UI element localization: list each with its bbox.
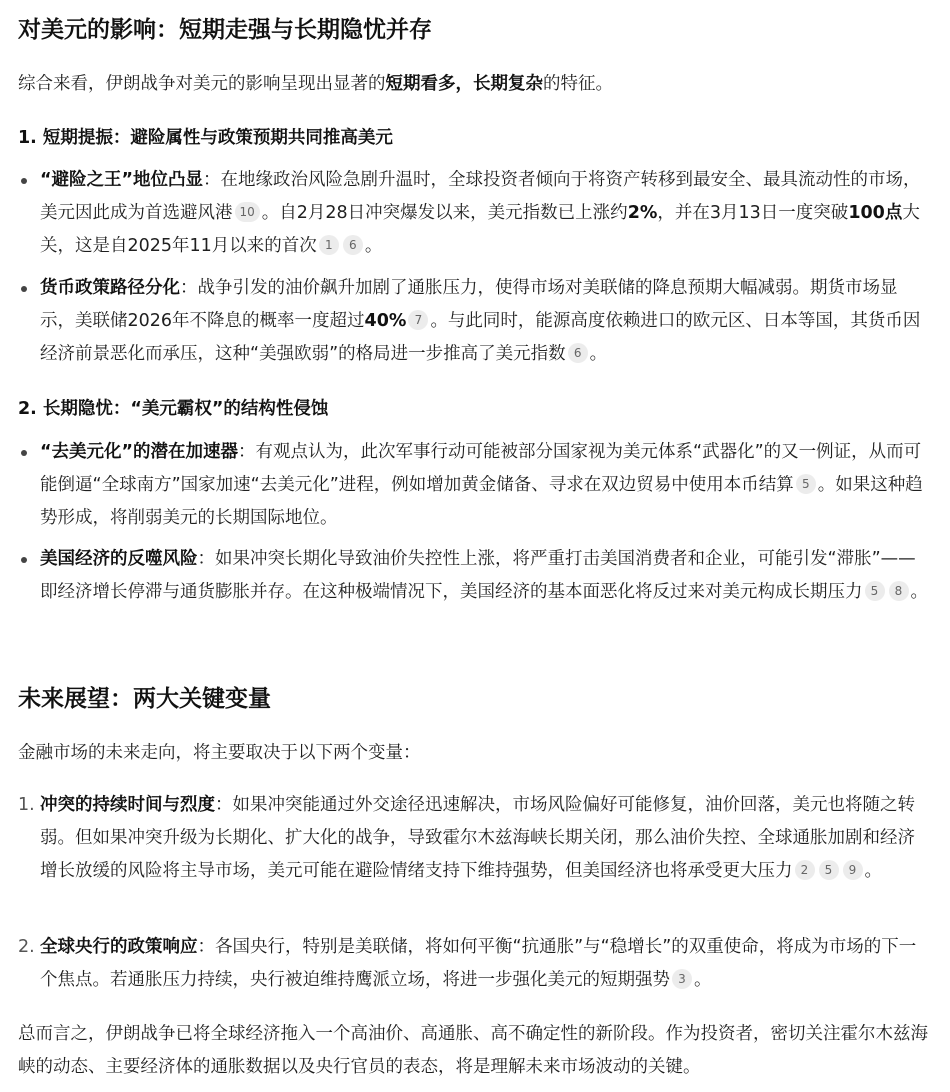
section-heading-dollar-impact: 对美元的影响：短期走强与长期隐忧并存 [18, 17, 432, 43]
citation-badge[interactable]: 7 [408, 310, 428, 330]
citation-badge[interactable]: 10 [235, 202, 260, 222]
section-heading-outlook: 未来展望：两大关键变量 [18, 686, 271, 712]
section-intro: 综合来看，伊朗战争对美元的影响呈现出显著的短期看多，长期复杂的特征。 [18, 74, 613, 94]
list-item: 美国经济的反噬风险：如果冲突长期化导致油价失控性上涨，将严重打击美国消费者和企业，可能引发“滞胀”——即经济增长停滞与通货膨胀并存。在这种极端情况下，美国经济的基本面恶化将反过来对美元构成长期压力 5 8 。 [40, 549, 928, 602]
citation-badge[interactable]: 3 [672, 969, 692, 989]
citation-badge[interactable]: 5 [796, 474, 816, 494]
citation-badge[interactable]: 5 [819, 860, 839, 880]
list-item: 货币政策路径分化：战争引发的油价飙升加剧了通胀压力，使得市场对美联储的降息预期大幅减弱。期货市场显示，美联储2026年不降息的概率一度超过40% 7 。与此同时，能源高度依赖进口的欧元区、日本等国，其货币因经济前景恶化而承压，这种“美强欧弱”的格局进一步推高了美元指数 6 。 [40, 278, 921, 364]
subheading-long-term: 2. 长期隐忧：“美元霸权”的结构性侵蚀 [18, 399, 329, 419]
citation-badge[interactable]: 2 [795, 860, 815, 880]
citation-badge[interactable]: 6 [343, 235, 363, 255]
list-item: “避险之王”地位凸显：在地缘政治风险急剧升温时，全球投资者倾向于将资产转移到最安全、最具流动性的市场，美元因此成为首选避风港 10 。自2月28日冲突爆发以来，美元指数已上涨约2%，并在3月13日一度突破100点大关，这是自2025年11月以来的首次 1 6 。 [40, 170, 921, 256]
list-number: 2. [18, 937, 35, 957]
list-number: 1. [18, 795, 35, 815]
subheading-short-term: 1. 短期提振：避险属性与政策预期共同推高美元 [18, 128, 393, 148]
list-item: 1. 冲突的持续时间与烈度：如果冲突能通过外交途径迅速解决，市场风险偏好可能修复，油价回落，美元也将随之转弱。但如果冲突升级为长期化、扩大化的战争，导致霍尔木兹海峡长期关闭，那么油价失控、全球通胀加剧和经济增长放缓的风险将主导市场，美元可能在避险情绪支持下维持强势，但美国经济也将承受更大压力 2 5 9 。 [40, 789, 928, 888]
citation-badge[interactable]: 6 [568, 343, 588, 363]
citation-badge[interactable]: 1 [319, 235, 339, 255]
citation-badge[interactable]: 5 [865, 581, 885, 601]
list-item: 2. 全球央行的政策响应：各国央行，特别是美联储，将如何平衡“抗通胀”与“稳增长”的双重使命，将成为市场的下一个焦点。若通胀压力持续，央行被迫维持鹰派立场，将进一步强化美元的短期强势 3 。 [40, 931, 928, 997]
section-intro: 金融市场的未来走向，将主要取决于以下两个变量： [18, 743, 421, 763]
list-item: “去美元化”的潜在加速器：有观点认为，此次军事行动可能被部分国家视为美元体系“武器化”的又一例证，从而可能倒逼“全球南方”国家加速“去美元化”进程，例如增加黄金储备、寻求在双边贸易中使用本币结算 5 。如果这种趋势形成，将削弱美元的长期国际地位。 [40, 442, 923, 528]
citation-badge[interactable]: 8 [889, 581, 909, 601]
conclusion-paragraph: 总而言之，伊朗战争已将全球经济拖入一个高油价、高通胀、高不确定性的新阶段。作为投资者，密切关注霍尔木兹海峡的动态、主要经济体的通胀数据以及央行官员的表态，将是理解未来市场波动的关键。 [18, 1024, 928, 1077]
citation-badge[interactable]: 9 [843, 860, 863, 880]
